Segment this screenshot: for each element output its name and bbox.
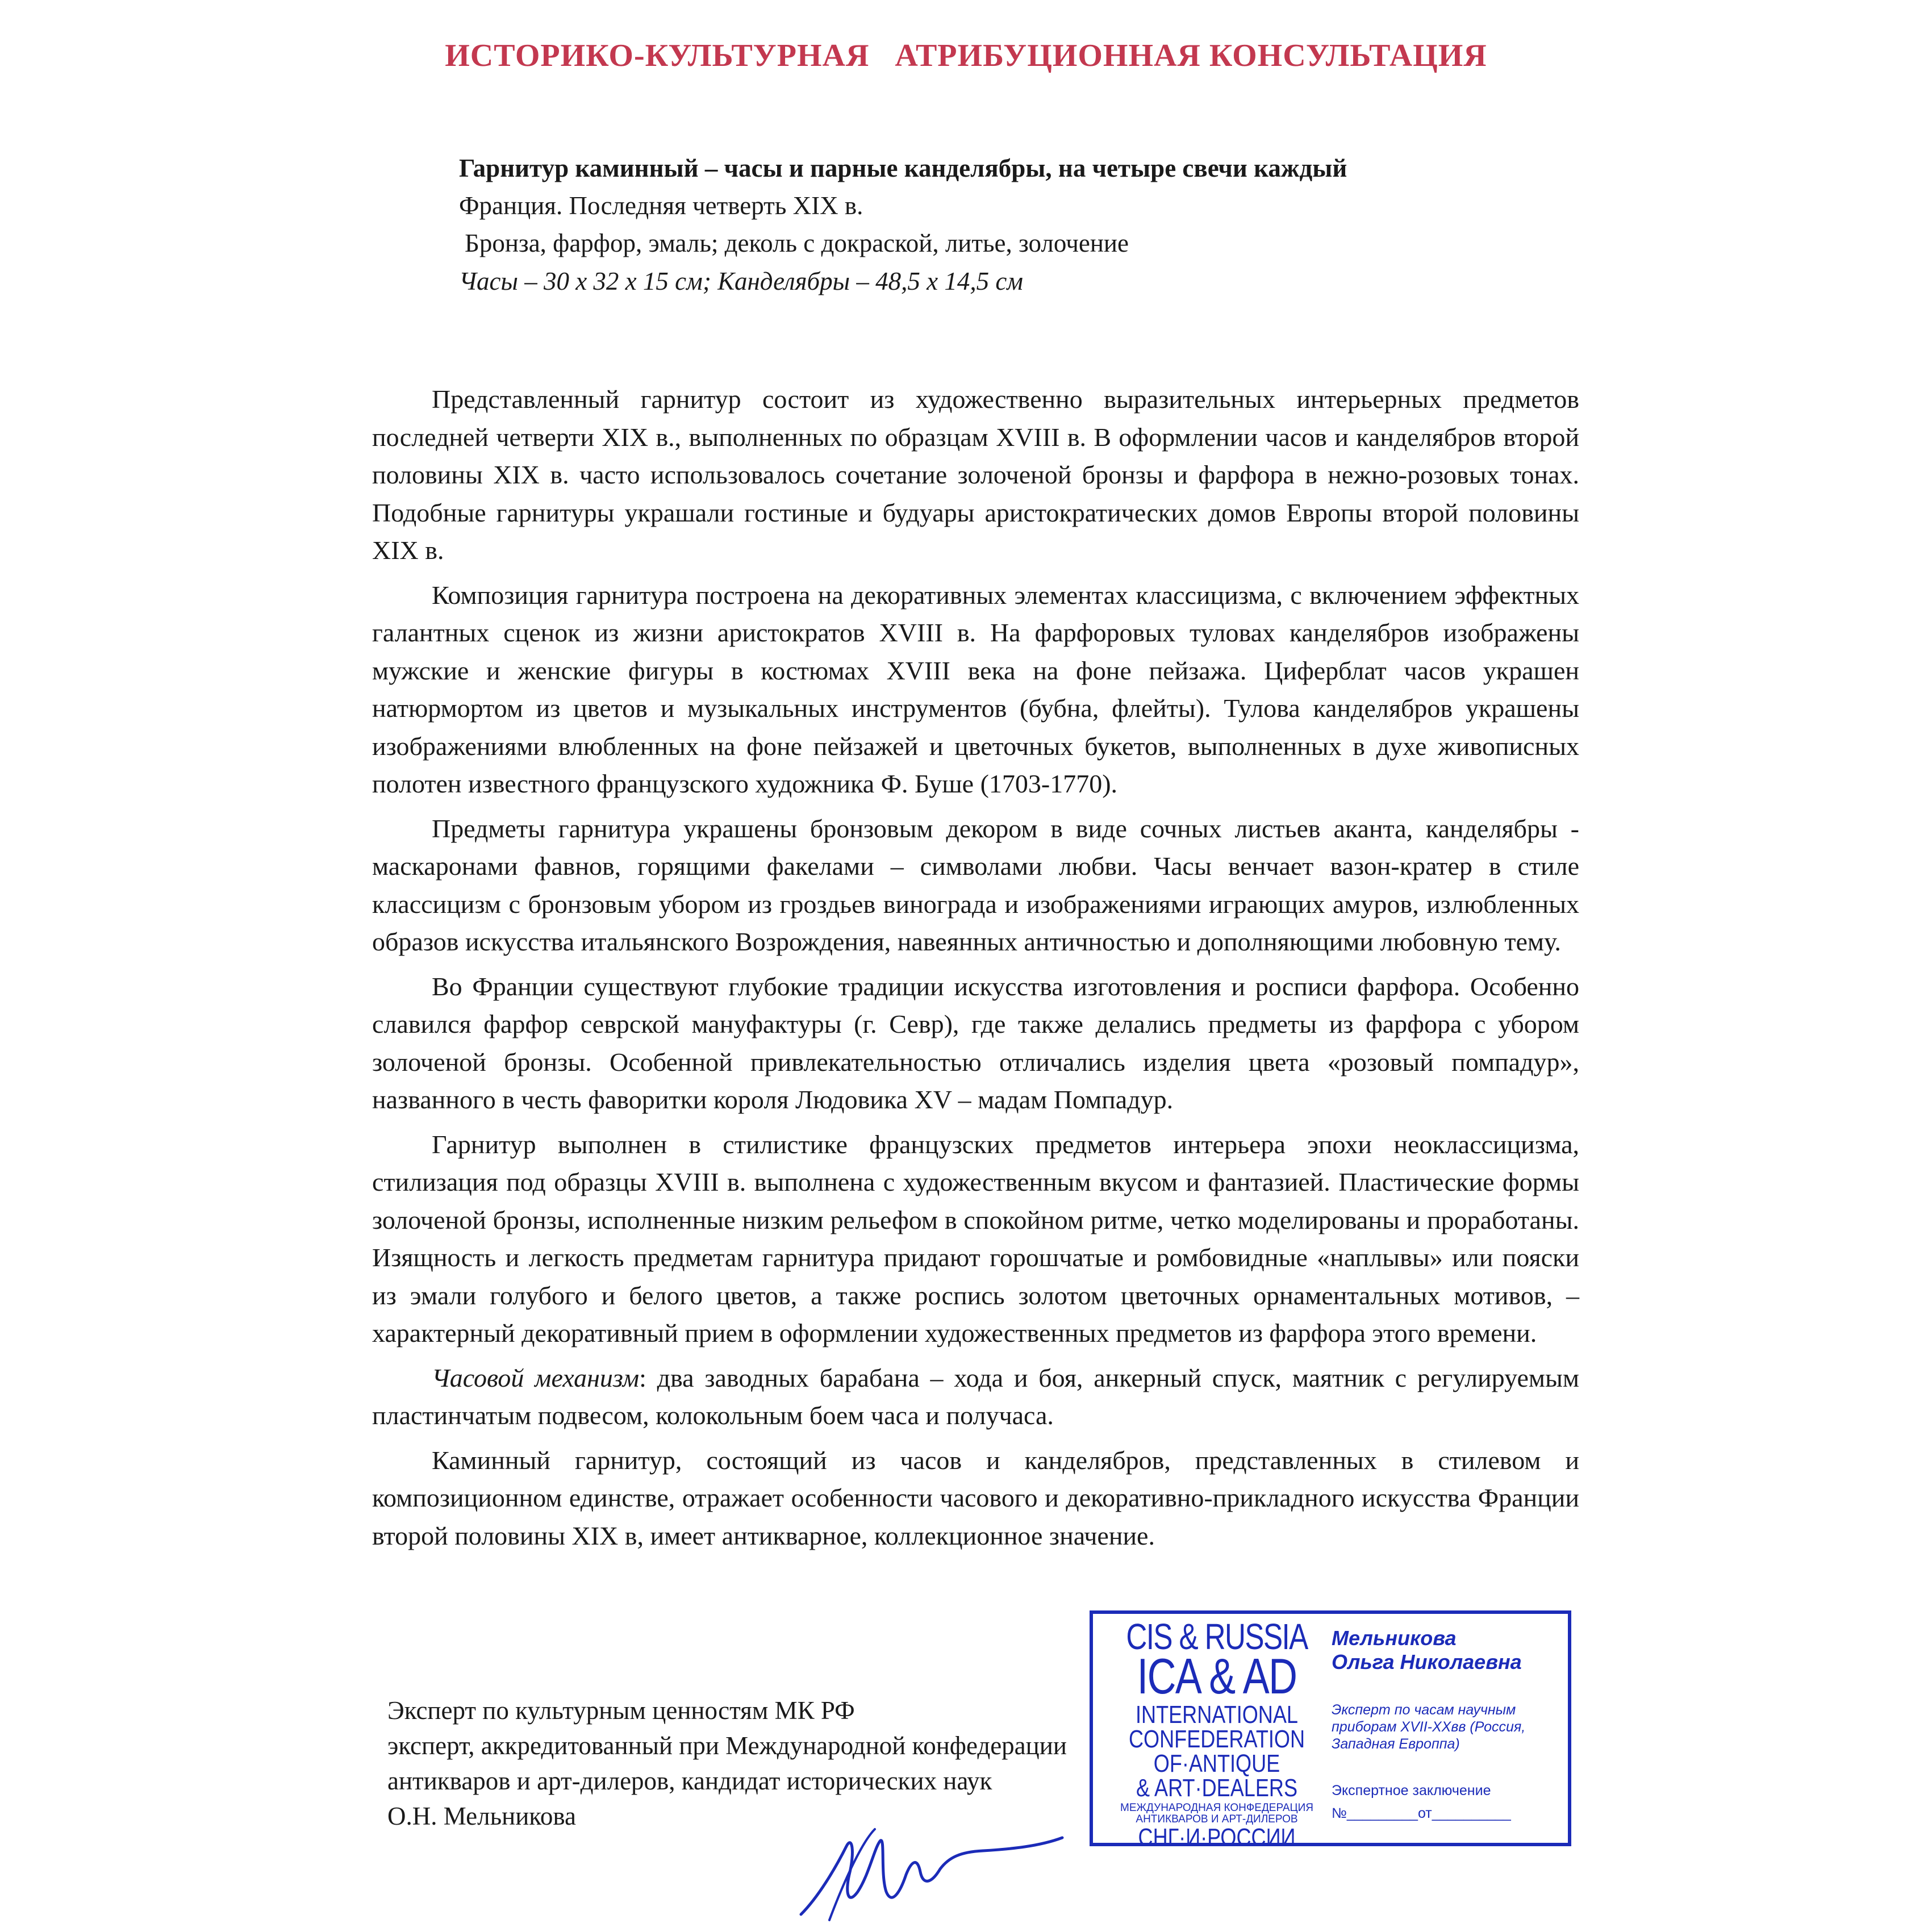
stamp-number-field: №_________от__________	[1332, 1805, 1511, 1821]
object-dimensions: Часы – 30 х 32 х 15 см; Канделябры – 48,5 х 14,5 см	[459, 267, 1024, 295]
page-title: ИСТОРИКО-КУЛЬТУРНАЯ АТРИБУЦИОННАЯ КОНСУЛЬТАЦИЯ	[445, 38, 1487, 73]
paragraph-decor: Предметы гарнитура украшены бронзовым декором в виде сочных листьев аканта, канделябры - маскаронами фавнов, горящими факелами – символами любви. Часы венчает вазон-кратер в стиле классицизм с бронзовым убором из гроздьев винограда и изображениями играющих амуров, излюбленных образов искусства итальянского Возрождения, навеянных античностью и дополняющими любовную тему.	[372, 813, 1579, 956]
paragraph-intro: Представленный гарнитур состоит из художественно выразительных интерьерных предметов последней четверти XIX в., выполненных по образцам XVIII в. В оформлении часов и канделябров второй половины XIX в. часто использовалось сочетание золоченой бронзы и фарфора в нежно-розовых тонах. Подобные гарнитуры украшали гостиные и будуары аристократических домов Европы второй половины XIX в.	[372, 385, 1579, 565]
expert-signature-block: Эксперт по культурным ценностям МК РФ эксперт, аккредитованный при Международной конфедерации антикваров и арт-дилеров, кандидат исторических наук О.Н. Мельникова	[387, 1696, 1067, 1830]
stamp-expert-role: Эксперт по часам научным приборам XVII-XXвв (Россия, Западная Европпа)	[1332, 1702, 1526, 1752]
paragraph-composition: Композиция гарнитура построена на декоративных элементах классицизма, с включением эффектных галантных сценок из жизни аристократов XVIII в. На фарфоровых туловах канделябров изображены мужские и женские фигуры в костюмах XVIII века на фоне пейзажа. Циферблат часов украшен натюрмортом из цветов и музыкальных инструментов (бубна, флейты). Тулова канделябров украшены изображениями влюбленных на фоне пейзажей и цветочных букетов, выполненных в духе живописных полотен известного французского художника Ф. Буше (1703-1770).	[372, 580, 1579, 798]
object-materials: Бронза, фарфор, эмаль; деколь с докраской, литье, золочение	[465, 229, 1129, 257]
mechanism-text: : два заводных барабана – хода и боя, анкерный спуск, маятник с регулируемым пластинчатым подвесом, колокольным боем часа и получаса.	[372, 1363, 1580, 1430]
object-origin: Франция. Последняя четверть XIX в.	[459, 191, 863, 220]
expert-stamp	[1090, 1610, 1571, 1852]
stamp-cis-russia: CIS & RUSSIA	[1126, 1616, 1308, 1657]
stamp-icaad: ICA & AD	[1137, 1648, 1297, 1704]
object-title: Гарнитур каминный – часы и парные канделябры, на четыре свечи каждый	[459, 154, 1347, 182]
paragraph-conclusion: Каминный гарнитур, состоящий из часов и канделябров, представленных в стилевом и композиционном единстве, отражает особенности часового и декоративно-прикладного искусства Франции второй половины XIX в, имеет антикварное, коллекционное значение.	[372, 1445, 1579, 1550]
paragraph-france-porcelain: Во Франции существуют глубокие традиции искусства изготовления и росписи фарфора. Особенно славился фарфор севрской мануфактуры (г. Севр), где также делались предметы из фарфора с убором золоченой бронзы. Особенной привлекательностью отличались изделия цвета «розовый помпадур», названного в честь фаворитки короля Людовика XV – мадам Помпадур.	[372, 971, 1579, 1114]
mechanism-label: Часовой механизм	[432, 1363, 640, 1392]
stamp-expert-info	[1332, 1626, 1559, 1822]
handwritten-signature	[795, 1806, 1068, 1926]
stamp-sng-rossii: СНГ·И·РОССИИ	[1138, 1823, 1296, 1852]
stamp-expert-name: Мельникова Ольга Николаевна	[1332, 1626, 1522, 1674]
consultation-body	[372, 381, 1579, 1555]
stamp-confederation-ru: МЕЖДУНАРОДНАЯ КОНФЕДЕРАЦИЯ АНТИКВАРОВ И АРТ-ДИЛЕРОВ	[1120, 1802, 1313, 1826]
stamp-confederation-en: INTERNATIONAL CONFEDERATION OF·ANTIQUE & ART·DEALERS	[1128, 1701, 1305, 1802]
stamp-conclusion-label: Экспертное заключение	[1332, 1783, 1491, 1799]
paragraph-style: Гарнитур выполнен в стилистике французских предметов интерьера эпохи неоклассицизма, стилизация под образцы XVIII в. выполнена с художественным вкусом и фантазией. Пластические формы золоченой бронзы, исполненные низким рельефом в спокойном ритме, четко моделированы и проработаны. Изящность и легкость предметам гарнитура придают горошчатые и ромбовидные «наплывы» или пояски из эмали голубого и белого цветов, а также роспись золотом цветочных орнаментальных мотивов, – характерный декоративный прием в оформлении художественных предметов из фарфора этого времени.	[372, 1129, 1579, 1347]
stamp-cisrussia-emblem	[1103, 1618, 1330, 1850]
paragraph-mechanism	[372, 1359, 1579, 1435]
